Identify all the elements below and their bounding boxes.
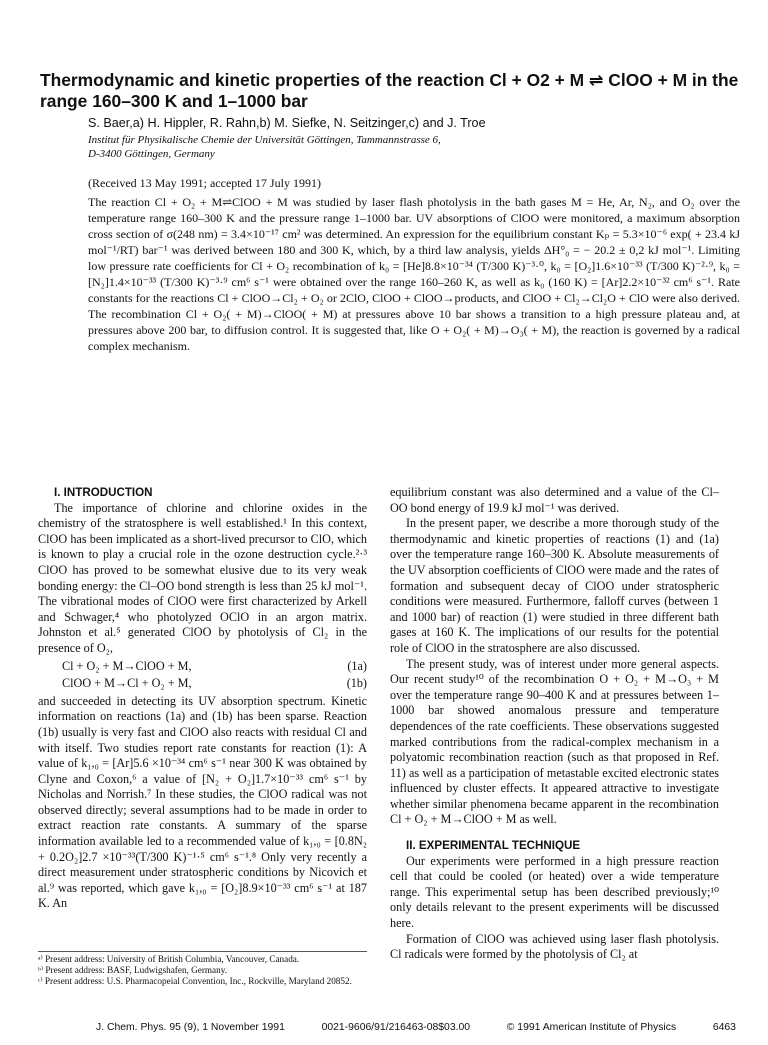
affiliation [88, 133, 441, 161]
paragraph: and succeeded in detecting its UV absorption spectrum. Kinetic information on reactions (1a) and (1b) has been sparse. Reaction (1b) usually is very fast and ClOO also reacts with residual Cl and with itself. Two studies report rate constants for reaction (1): A value of k₁,₀ = [Ar]5.6 ×10⁻³⁴ cm⁶ s⁻¹ near 300 K was obtained by Clyne and Coxon,⁶ a value of [N₂ + O₂]1.7×10⁻³³ cm⁶ s⁻¹ by Nicholas and Norrish.⁷ In these studies, the ClOO radical was not observed directly; several assumptions had to be made in order to extract reaction rate constants. A summary of the sparse information available led to a recommended value of k₁,₀ = [0.8N₂ + 0.2O₂]2.7 ×10⁻³³(T/300 K)⁻¹·⁵ cm⁶ s⁻¹.⁸ Only very recently a direct measurement under stratospheric conditions by Nicovich et al.⁹ was reported, which gave k₁,₀ = [O₂]8.9×10⁻³³ cm⁶ s⁻¹ at 187 K. An [38, 693, 367, 911]
copyright: © 1991 American Institute of Physics [506, 1022, 677, 1033]
abstract: The reaction Cl + O₂ + M⇌ClOO + M was studied by laser flash photolysis in the bath gases M = He, Ar, N₂, and O₂ over the temperature range 160–300 K and the pressure range 1–1000 bar. UV absorptions of ClOO were monitored, a maximum absorption cross section of σ(248 nm) = 3.4×10⁻¹⁷ cm² was determined. An expression for the equilibrium constant Kₚ = 5.3×10⁻⁶ exp( + 23.4 kJ mol⁻¹/RT) bar⁻¹ was derived between 180 and 300 K, which, by a third law analysis, yields ΔH°₀ = − 20.2 ± 0,2 kJ mol⁻¹. Limiting low pressure rate coefficients for Cl + O₂ recombination of k₀ = [He]8.8×10⁻³⁴ (T/300 K)⁻³·⁰, k₀ = [O₂]1.6×10⁻³³ (T/300 K)⁻²·⁹, k₀ = [N₂]1.4×10⁻³³ (T/300 K)⁻³·⁹ cm⁶ s⁻¹ were obtained over the range 160–260 K, as well as k₀ (160 K) = [Ar]2.2×10⁻³² cm⁶ s⁻¹. Rate constants for the reactions Cl + ClOO→Cl₂ + O₂ or 2ClO, ClOO + ClOO→products, and ClOO + Cl₂→Cl₂O + ClO were also derived. The recombination Cl + O₂( + M)→ClOO( + M) at pressures above 10 bar shows a transition to a high pressure plateau and, at pressures above 200 bar, to diffusion control. It is suggested that, like O + O₂( + M)→O₃( + M), the reaction is governed by a radical complex mechanism. [88, 195, 740, 353]
received-dates: (Received 13 May 1991; accepted 17 July 1991) [88, 176, 321, 190]
footnote-a: ᵃ⁾ Present address: University of British Columbia, Vancouver, Canada. [38, 954, 300, 964]
equation-1a [38, 659, 367, 675]
equation-text: Cl + O₂ + M→ClOO + M, [62, 658, 192, 673]
section-heading-introduction: I. INTRODUCTION [54, 486, 153, 499]
paragraph: Our experiments were performed in a high pressure reaction cell that could be cooled (or heated) over a wide temperature range. This experimental setup has been described previously;¹⁰ only details relevant to the present experiments will be discussed here. [390, 853, 719, 931]
paragraph: The importance of chlorine and chlorine oxides in the chemistry of the stratosphere is well established.¹ In this context, ClOO has been implicated as a short-lived precursor to ClO, which is known to play a crucial role in the ozone destruction cycle.²·³ ClOO has proved to be somewhat elusive due to its very weak bonding energy: the Cl–OO bond strength is less than 25 kJ mol⁻¹. The vibrational modes of ClOO were first characterized by Arkell and Schwager,⁴ who photolyzed OClO in an argon matrix. Johnston et al.⁵ generated ClOO by photolysis of Cl₂ in the presence of O₂, [38, 500, 367, 655]
affiliation-line-2: D-3400 Göttingen, Germany [88, 148, 215, 160]
left-column [38, 485, 367, 912]
paper-title: Thermodynamic and kinetic properties of the reaction Cl + O2 + M ⇌ ClOO + M in the range 160–300 K and 1–1000 bar [40, 70, 739, 111]
affiliation-line-1: Institut für Physikalische Chemie der Universität Göttingen, Tammannstrasse 6, [88, 134, 441, 146]
right-column [390, 485, 719, 963]
equation-text: ClOO + M→Cl + O₂ + M, [62, 676, 192, 691]
footnote-c: ᶜ⁾ Present address: U.S. Pharmacopeial Convention, Inc., Rockville, Maryland 20852. [38, 976, 352, 986]
paragraph: equilibrium constant was also determined and a value of the Cl–OO bond energy of 19.9 kJ mol⁻¹ was derived. [390, 485, 719, 515]
page-number: 6463 [712, 1022, 736, 1033]
journal-citation: J. Chem. Phys. 95 (9), 1 November 1991 [96, 1022, 285, 1033]
footnotes [38, 951, 367, 987]
author-list: S. Baer,a) H. Hippler, R. Rahn,b) M. Siefke, N. Seitzinger,c) and J. Troe [88, 116, 486, 130]
article-code: 0021-9606/91/216463-08$03.00 [321, 1022, 471, 1033]
equation-1b [38, 676, 367, 692]
paragraph: In the present paper, we describe a more thorough study of the thermodynamic and kinetic properties of reactions (1) and (1a) over the temperature range 160–300 K. Absolute measurements of the UV absorption coefficients of ClOO were made and the rates of formation and subsequent decay of ClOO under stratospheric conditions were measured. Furthermore, falloff curves (between 1 and 1000 bar) of reaction (1) were studied in three different bath gases at 160 K. The implications of our results for the potential role of ClOO in the stratosphere are also discussed. [390, 516, 719, 655]
equation-label: (1b) [346, 676, 367, 691]
footnote-b: ᵇ⁾ Present address: BASF, Ludwigshafen, Germany. [38, 965, 228, 975]
equation-label: (1a) [347, 658, 367, 673]
section-heading-experimental: II. EXPERIMENTAL TECHNIQUE [406, 839, 581, 853]
paragraph: Formation of ClOO was achieved using laser flash photolysis. Cl radicals were formed by the photolysis of Cl₂ at [390, 931, 719, 962]
page-footer [96, 1022, 736, 1033]
paragraph: The present study, was of interest under more general aspects. Our recent study¹⁰ of the recombination O + O₂ + M→O₃ + M over the temperature range 90–400 K and at pressures between 1–1000 bar showed anomalous pressure and temperature dependences of the rate coefficients. These observations suggested marked contributions from the radical-complex mechanism in a polyatomic recombination reaction (such as that proposed in Ref. 11) as well as a participation of metastable excited electronic states influenced by cluster effects. It appeared attractive to investigate whether similar phenomena became apparent in the recombination Cl + O₂ + M→ClOO + M as well. [390, 656, 719, 827]
